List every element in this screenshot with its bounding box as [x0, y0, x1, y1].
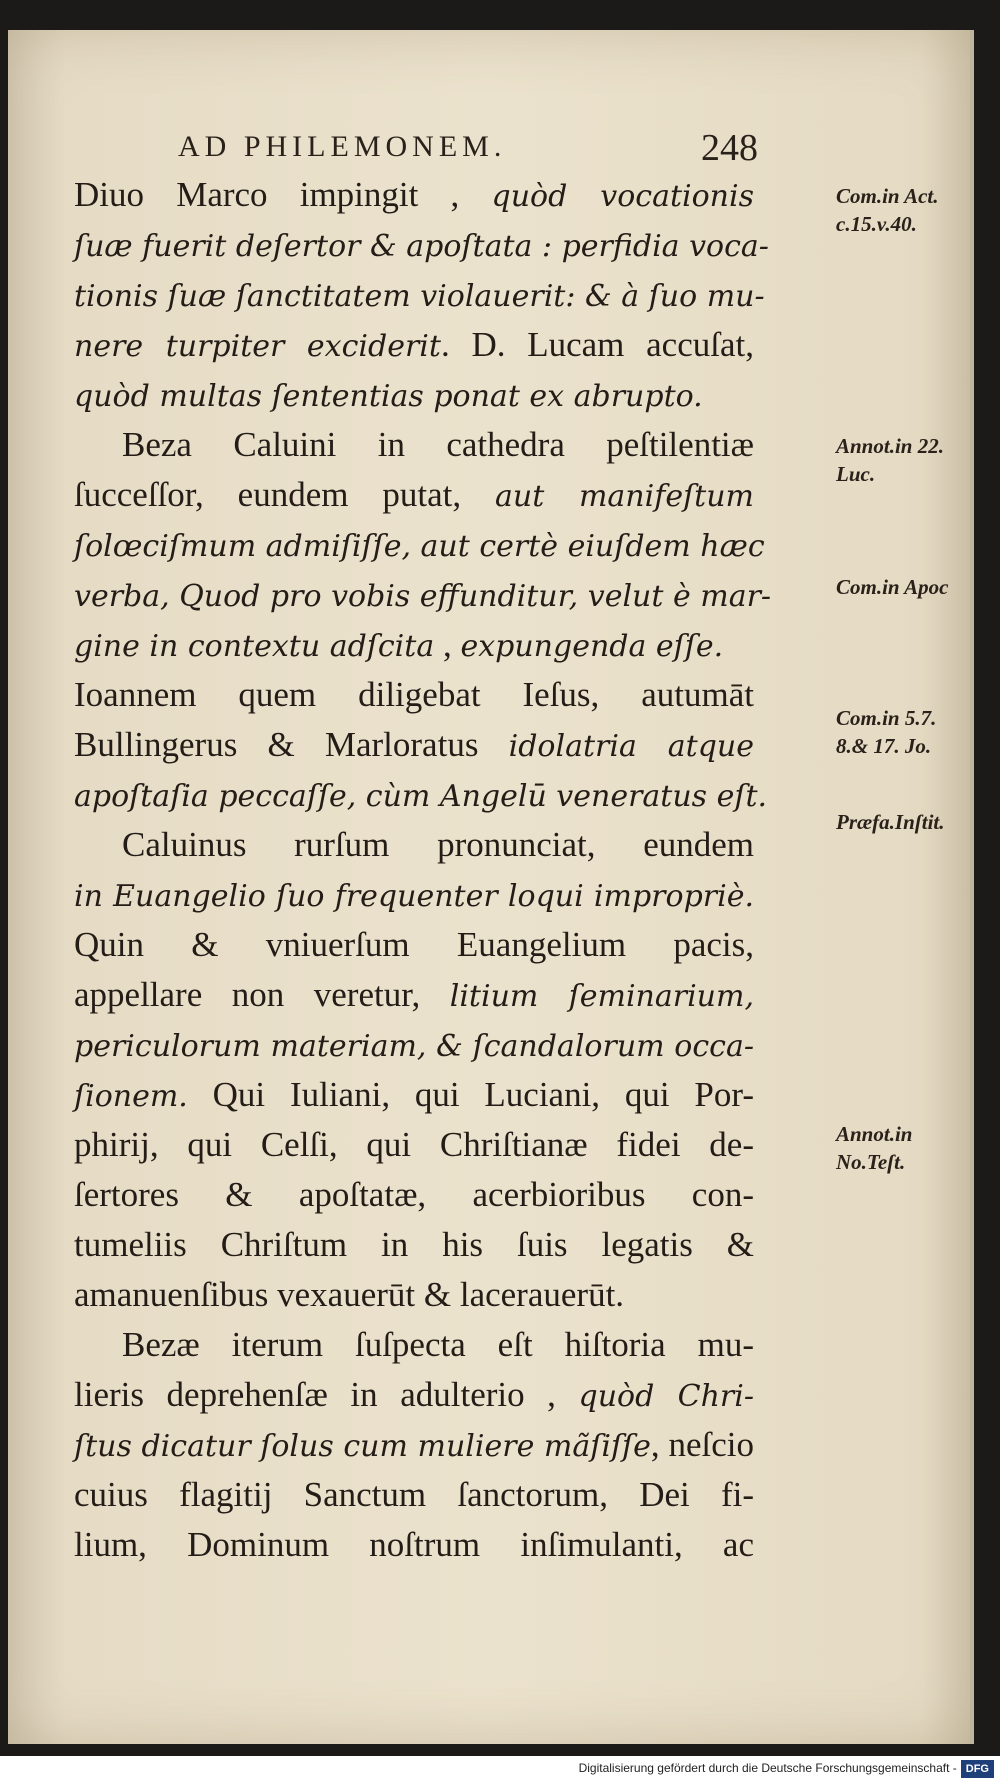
running-head: AD PHILEMONEM. — [178, 130, 507, 163]
digitization-footer — [0, 1756, 1000, 1780]
roman-segment: appellare non veretur, — [74, 975, 450, 1014]
text-line — [74, 1120, 754, 1170]
body-text — [74, 170, 949, 1570]
italic-segment: quòd Chri- — [578, 1379, 754, 1414]
margin-note-line: Præfa.Inſtit. — [836, 810, 945, 834]
roman-segment: , — [434, 625, 461, 664]
text-line — [74, 1020, 754, 1070]
text-line — [74, 770, 768, 820]
margin-note-line: Annot.in — [836, 1122, 913, 1146]
roman-segment: Ioannem quem diligebat Ieſus, autumāt — [74, 675, 754, 714]
roman-segment: ſertores & apoſtatæ, acerbioribus con- — [74, 1175, 754, 1214]
italic-segment: in Euangelio ſuo frequenter loqui impropriè. — [74, 879, 754, 914]
italic-segment: aut manifeſtum — [495, 479, 754, 514]
italic-segment: ſtus dicatur ſolus cum muliere mãſiſſe — [74, 1429, 651, 1464]
text-line — [74, 1170, 754, 1220]
roman-segment: cuius flagitij Sanctum ſanctorum, Dei fi- — [74, 1475, 754, 1514]
margin-note — [836, 1120, 912, 1176]
margin-note — [836, 808, 945, 836]
italic-segment: litium ſeminarium, — [449, 979, 754, 1014]
text-line — [74, 920, 754, 970]
italic-segment: expungenda eſſe. — [460, 629, 724, 664]
text-line — [74, 420, 754, 470]
roman-segment: Quin & vniuerſum Euangelium pacis, — [74, 925, 754, 964]
text-line — [74, 470, 754, 520]
text-line — [74, 820, 754, 870]
margin-note-line: Com.in 5.7. — [836, 706, 937, 730]
margin-note-line: Com.in Act. — [836, 184, 939, 208]
italic-segment: apoſtaſia peccaſſe, cùm Angelū veneratus eſt. — [74, 779, 768, 814]
text-line — [74, 1520, 754, 1570]
text-line — [74, 220, 769, 270]
roman-segment: amanuenſibus vexauerūt & lacerauerūt. — [74, 1275, 625, 1314]
roman-segment: lium, Dominum noſtrum inſimulanti, ac — [74, 1525, 754, 1564]
margin-note-line: Com.in Apoc — [836, 575, 949, 599]
roman-segment: , neſcio — [650, 1425, 754, 1464]
text-line — [74, 870, 754, 920]
text-line — [74, 1270, 754, 1320]
roman-segment: phirij, qui Celſi, qui Chriſtianæ fidei de- — [74, 1125, 754, 1164]
text-line — [74, 520, 765, 570]
italic-segment: tionis ſuæ ſanctitatem violauerit: & à ſuo mu- — [74, 279, 765, 314]
text-line — [74, 970, 754, 1020]
italic-segment: quòd vocationis — [491, 179, 754, 214]
text-line — [74, 1370, 754, 1420]
roman-segment: Beza Caluini in cathedra peſtilentiæ — [122, 425, 754, 464]
text-line — [74, 670, 754, 720]
italic-segment: periculorum materiam, & ſcandalorum occa- — [74, 1029, 754, 1064]
text-line — [74, 370, 754, 420]
margin-note-line: No.Teſt. — [836, 1150, 906, 1174]
margin-note — [836, 573, 948, 601]
text-line — [74, 270, 765, 320]
text-line — [74, 320, 754, 370]
italic-segment: gine in contextu adſcita — [74, 629, 435, 664]
page-edge — [970, 30, 974, 1744]
text-line — [74, 1320, 754, 1370]
margin-note — [836, 432, 944, 488]
italic-segment: nere turpiter exciderit — [74, 329, 441, 364]
dfg-logo: DFG — [961, 1760, 994, 1778]
page-number: 248 — [701, 127, 758, 169]
margin-note-line: Annot.in 22. — [836, 434, 944, 458]
roman-segment: Bullingerus & Marloratus — [74, 725, 509, 764]
italic-segment: ſionem. — [74, 1079, 188, 1114]
roman-segment: lieris deprehenſæ in adulterio , — [74, 1375, 579, 1414]
roman-segment: Diuo Marco impingit , — [74, 175, 492, 214]
page-header — [178, 126, 758, 169]
roman-segment: Bezæ iterum ſuſpecta eſt hiſtoria mu- — [122, 1325, 754, 1364]
text-line — [74, 1420, 754, 1470]
italic-segment: ſolœciſmum admiſiſſe, aut certè eiuſdem hæc — [74, 529, 765, 564]
text-line — [74, 1220, 754, 1270]
text-line — [74, 570, 772, 620]
text-line — [74, 620, 754, 670]
margin-note — [836, 704, 936, 760]
margin-note-line: Luc. — [836, 462, 876, 486]
italic-segment: verba, Quod pro vobis effunditur, velut è mar- — [74, 579, 772, 614]
margin-note — [836, 182, 939, 238]
funding-credit: Digitalisierung gefördert durch die Deutsche Forschungsgemeinschaft - — [578, 1761, 957, 1775]
italic-segment: idolatria atque — [508, 729, 754, 764]
margin-note-line: 8.& 17. Jo. — [836, 734, 932, 758]
italic-segment: ſuæ fuerit deſertor & apoſtata : perfidia voca- — [74, 229, 769, 264]
roman-segment: Qui Iuliani, qui Luciani, qui Por- — [187, 1075, 754, 1114]
text-line — [74, 170, 754, 220]
roman-segment: ſucceſſor, eundem putat, — [74, 475, 496, 514]
roman-segment: Caluinus rurſum pronunciat, eundem — [122, 825, 754, 864]
text-line — [74, 1070, 754, 1120]
roman-segment: . D. Lucam accuſat, — [440, 325, 754, 364]
text-line — [74, 720, 754, 770]
text-line — [74, 1470, 754, 1520]
italic-segment: quòd multas ſententias ponat ex abrupto. — [74, 379, 703, 414]
margin-note-line: c.15.v.40. — [836, 212, 917, 236]
roman-segment: tumeliis Chriſtum in his ſuis legatis & — [74, 1225, 754, 1264]
